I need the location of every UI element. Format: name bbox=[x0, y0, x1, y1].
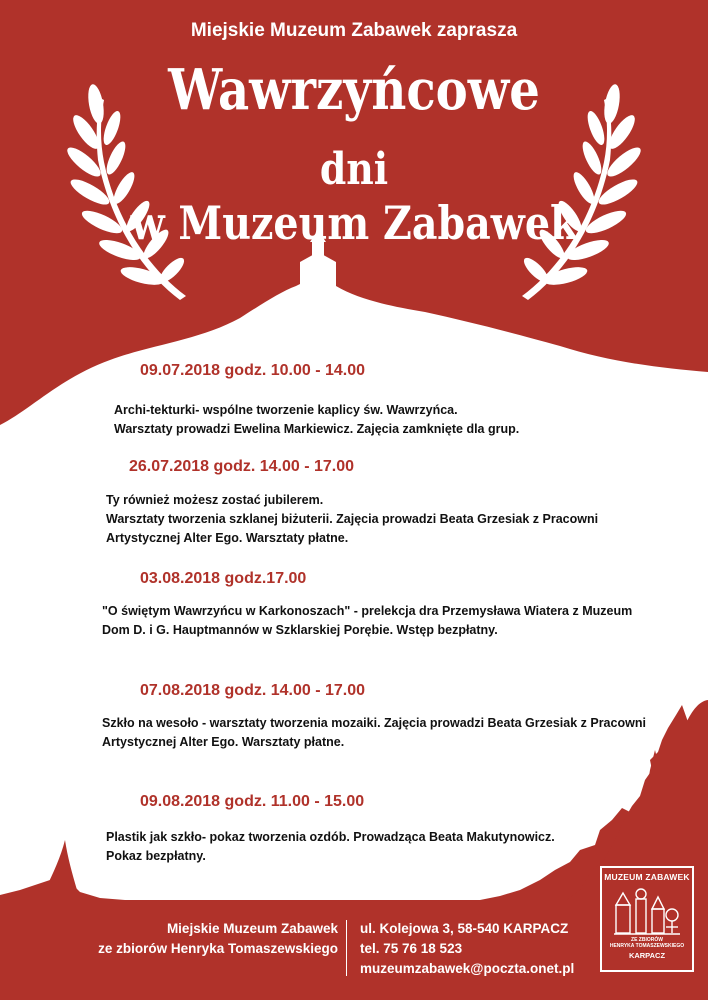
event-description bbox=[114, 401, 519, 439]
toys-illustration-icon bbox=[612, 885, 682, 937]
logo-title: MUZEUM ZABAWEK bbox=[604, 872, 690, 882]
logo-subtitle-2: HENRYKA TOMASZEWSKIEGO bbox=[609, 943, 685, 949]
footer-address: ul. Kolejowa 3, 58-540 KARPACZ bbox=[360, 921, 569, 936]
event-description-line: Archi-tekturki- wspólne tworzenie kaplicy św. Wawrzyńca. bbox=[114, 403, 458, 417]
event-description bbox=[102, 602, 632, 640]
event-description bbox=[106, 828, 555, 866]
event-date: 09.08.2018 godz. 11.00 - 15.00 bbox=[140, 793, 365, 810]
event-description-line: "O świętym Wawrzyńcu w Karkonoszach" - prelekcja dra Przemysława Wiatera z Muzeum bbox=[102, 604, 633, 618]
event-description-line: Ty również możesz zostać jubilerem. bbox=[106, 493, 324, 507]
event-date: 09.07.2018 godz. 10.00 - 14.00 bbox=[140, 362, 366, 379]
footer-collection: ze zbiorów Henryka Tomaszewskiego bbox=[98, 941, 338, 956]
event-date: 07.08.2018 godz. 14.00 - 17.00 bbox=[140, 682, 366, 699]
logo-location: KARPACZ bbox=[628, 951, 666, 960]
logo-subtitle-1: ZE ZBIORÓW bbox=[631, 937, 663, 943]
footer-email[interactable]: muzeumzabawek@poczta.onet.pl bbox=[360, 961, 575, 976]
event-description-line: Warsztaty prowadzi Ewelina Markiewicz. Zajęcia zamknięte dla grup. bbox=[114, 422, 520, 436]
invite-text: Miejskie Muzeum Zabawek zaprasza bbox=[190, 20, 518, 41]
footer-museum-name: Miejskie Muzeum Zabawek bbox=[166, 921, 338, 936]
event-description-line: Szkło na wesoło - warsztaty tworzenia mozaiki. Zajęcia prowadzi Beata Grzesiak z Pracowni bbox=[102, 716, 646, 730]
footer-divider bbox=[346, 920, 347, 976]
footer-phone: tel. 75 76 18 523 bbox=[360, 941, 463, 956]
title-line-1: Wawrzyńcowe bbox=[168, 57, 540, 123]
footer-museum-info bbox=[98, 919, 338, 959]
title-line-3: w Muzeum Zabawek bbox=[130, 196, 578, 250]
event-date: 03.08.2018 godz.17.00 bbox=[140, 570, 307, 587]
museum-logo bbox=[600, 866, 694, 972]
event-description-line: Plastik jak szkło- pokaz tworzenia ozdób. Prowadząca Beata Makutynowicz. bbox=[106, 830, 555, 844]
event-description-line: Artystycznej Alter Ego. Warsztaty płatne. bbox=[102, 735, 345, 749]
event-description-line: Pokaz bezpłatny. bbox=[106, 849, 206, 863]
event-description bbox=[102, 714, 646, 752]
event-date: 26.07.2018 godz. 14.00 - 17.00 bbox=[129, 458, 355, 475]
event-description bbox=[106, 491, 598, 548]
footer-contact bbox=[360, 919, 574, 979]
event-description-line: Dom D. i G. Hauptmannów w Szklarskiej Porębie. Wstęp bezpłatny. bbox=[102, 623, 498, 637]
event-description-line: Warsztaty tworzenia szklanej biżuterii. Zajęcia prowadzi Beata Grzesiak z Pracowni bbox=[106, 512, 599, 526]
title-line-2: dni bbox=[319, 144, 389, 195]
event-description-line: Artystycznej Alter Ego. Warsztaty płatne. bbox=[106, 531, 349, 545]
